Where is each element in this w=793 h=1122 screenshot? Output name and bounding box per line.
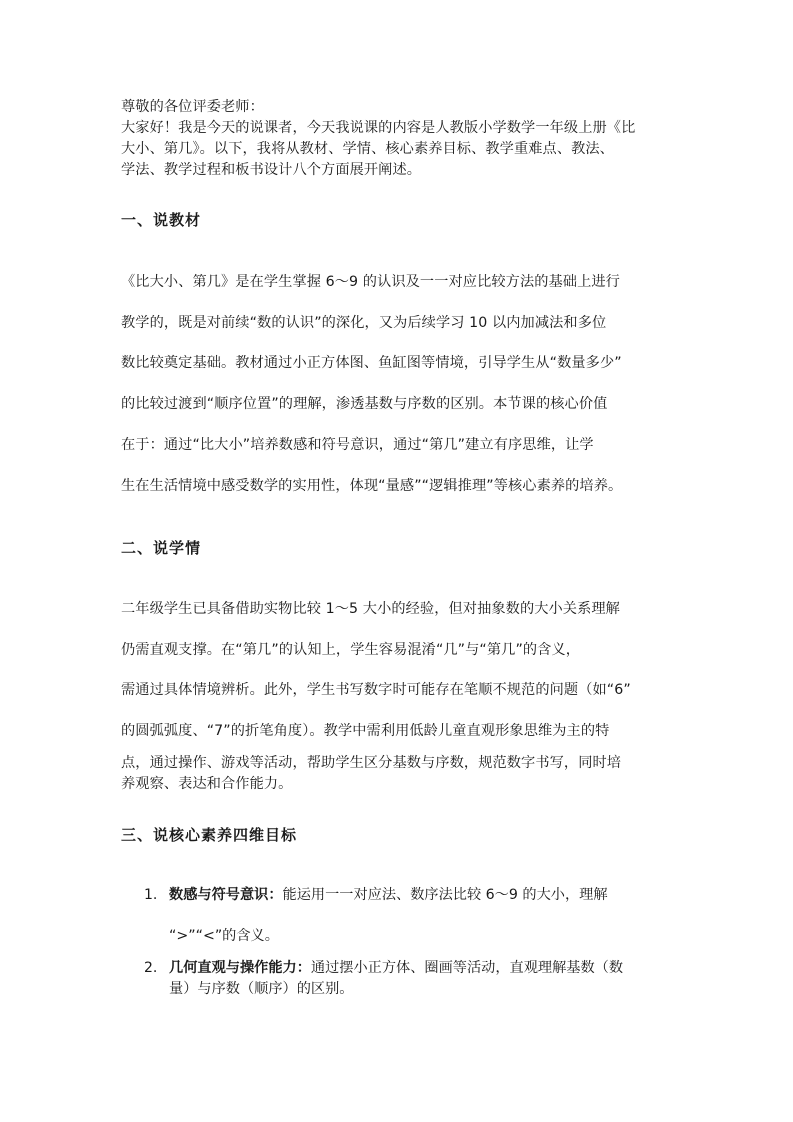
paragraph-line: 点，通过操作、游戏等活动，帮助学生区分基数与序数，规范数字书写，同时培 xyxy=(121,755,622,771)
greeting: 尊敬的各位评委老师： xyxy=(121,99,264,115)
paragraph-line: 《比大小、第几》是在学生掌握 6～9 的认识及一一对应比较方法的基础上进行 xyxy=(121,274,620,290)
paragraph-line: 的比较过渡到“顺序位置”的理解，渗透基数与序数的区别。本节课的核心价值 xyxy=(121,396,608,412)
list-item-text: 通过摆小正方体、圈画等活动，直观理解基数（数 xyxy=(310,960,624,976)
paragraph-line: 养观察、表达和合作能力。 xyxy=(121,776,293,792)
list-item-number: 1. xyxy=(144,887,158,903)
intro-line: 学法、教学过程和板书设计八个方面展开阐述。 xyxy=(121,162,422,178)
paragraph-line: 仍需直观支撑。在“第几”的认知上，学生容易混淆“几”与“第几”的含义， xyxy=(121,642,581,658)
paragraph-line: 二年级学生已具备借助实物比较 1～5 大小的经验，但对抽象数的大小关系理解 xyxy=(121,601,620,617)
paragraph-line: 教学的，既是对前续“数的认识”的深化，又为后续学习 10 以内加减法和多位 xyxy=(121,315,607,331)
section-heading-goals: 三、说核心素养四维目标 xyxy=(121,826,298,844)
paragraph-line: 需通过具体情境辨析。此外，学生书写数字时可能存在笔顺不规范的问题（如“6” xyxy=(121,682,631,698)
intro-line: 大小、第几》。以下，我将从教材、学情、核心素养目标、教学重难点、教法、 xyxy=(121,141,614,157)
list-item-continuation: “>”“<”的含义。 xyxy=(169,928,279,944)
section-heading-students: 二、说学情 xyxy=(121,539,202,557)
paragraph-line: 的圆弧弧度、“7”的折笔角度）。教学中需利用低龄儿童直观形象思维为主的特 xyxy=(121,723,610,739)
intro-line: 大家好！我是今天的说课者，今天我说课的内容是人教版小学数学一年级上册《比 xyxy=(121,120,636,136)
list-item-text: 能运用一一对应法、数序法比较 6～9 的大小，理解 xyxy=(282,887,608,903)
section-heading-textbook: 一、说教材 xyxy=(121,211,202,229)
list-item xyxy=(169,885,673,905)
paragraph-line: 生在生活情境中感受数学的实用性，体现“量感”“逻辑推理”等核心素养的培养。 xyxy=(121,478,623,494)
list-item-label: 几何直观与操作能力： xyxy=(169,960,311,976)
paragraph-line: 数比较奠定基础。教材通过小正方体图、鱼缸图等情境，引导学生从“数量多少” xyxy=(121,355,622,371)
paragraph-line: 在于：通过“比大小”培养数感和符号意识，通过“第几”建立有序思维，让学 xyxy=(121,437,594,453)
list-item-label: 数感与符号意识： xyxy=(169,887,283,903)
list-item-continuation: 量）与序数（顺序）的区别。 xyxy=(169,981,354,997)
list-item xyxy=(169,958,673,978)
list-item-number: 2. xyxy=(144,960,158,976)
